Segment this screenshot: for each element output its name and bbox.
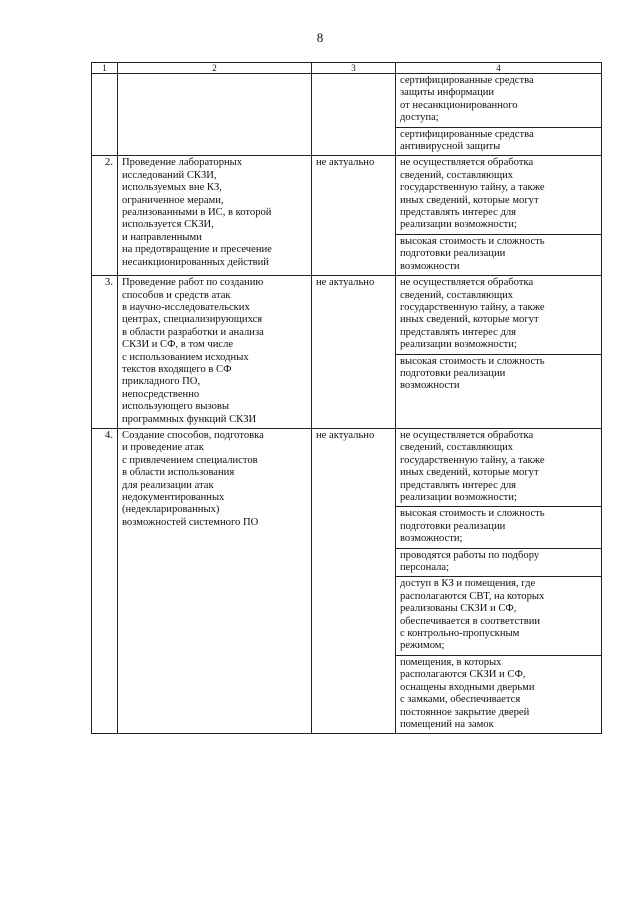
text-line: располагаются СКЗИ и СФ,: [400, 669, 526, 681]
cell-number: [92, 276, 118, 429]
status-text: не актуально: [316, 157, 375, 169]
page-number: 8: [316, 30, 324, 45]
text-line: проводятся работы по подбору: [400, 549, 540, 561]
status-text: не актуально: [316, 429, 375, 441]
text-line: непосредственно: [122, 388, 200, 400]
text-line: и направленными: [122, 231, 202, 243]
reason-paragraph: [396, 576, 601, 654]
cell-threat: [118, 276, 312, 429]
table-row: [92, 428, 602, 733]
text-line: от несанкционированного: [400, 99, 518, 111]
text-line: возможности: [400, 260, 460, 272]
text-line: защиты информации: [400, 87, 495, 99]
text-line: возможности: [400, 380, 460, 392]
reason-paragraph: [396, 234, 601, 275]
cell-number: [92, 428, 118, 733]
cell-reasons: [396, 74, 602, 156]
text-line: на предотвращение и пресечение: [122, 244, 272, 256]
text-line: программных функций СКЗИ: [122, 413, 257, 425]
text-line: постоянное закрытие дверей: [400, 706, 530, 718]
text-line: использующего вызовы: [122, 401, 230, 413]
text-line: подготовки реализации: [400, 248, 506, 260]
text-line: для реализации атак: [122, 479, 214, 491]
threat-description: [118, 156, 311, 271]
text-line: оснащены входными дверьми: [400, 681, 535, 693]
text-line: подготовки реализации: [400, 520, 506, 532]
reason-paragraph: [396, 127, 601, 156]
reason-paragraph: [396, 655, 601, 733]
text-line: располагаются СВТ, на которых: [400, 590, 545, 602]
text-line: с привлечением специалистов: [122, 454, 258, 466]
text-line: и проведение атак: [122, 442, 204, 454]
row-number: 2.: [105, 157, 113, 169]
cell-reasons: [396, 428, 602, 733]
text-line: в области разработки и анализа: [122, 326, 264, 338]
text-line: (недекларированных): [122, 504, 220, 516]
text-line: высокая стоимость и сложность: [400, 355, 545, 367]
text-line: доступ в КЗ и помещения, где: [400, 578, 536, 590]
cell-threat: [118, 74, 312, 156]
text-line: сертифицированные средства: [400, 75, 534, 86]
text-line: исследований СКЗИ,: [122, 169, 217, 181]
text-line: персонала;: [400, 562, 450, 574]
table-header-row: [92, 63, 602, 74]
cell-threat: [118, 428, 312, 733]
threat-description: [118, 429, 311, 531]
reason-paragraph: [396, 548, 601, 577]
text-line: сведений, составляющих: [400, 169, 514, 181]
text-line: иных сведений, которые могут: [400, 314, 539, 326]
header-col-3: 3: [312, 63, 396, 74]
text-line: не осуществляется обработка: [400, 277, 534, 289]
text-line: используемых вне КЗ,: [122, 182, 222, 194]
table-row: [92, 156, 602, 276]
text-line: используется СКЗИ,: [122, 219, 214, 231]
table-row-continuation: [92, 74, 602, 156]
text-line: Проведение лабораторных: [122, 157, 243, 169]
text-line: Проведение работ по созданию: [122, 277, 264, 289]
table-row: [92, 276, 602, 429]
text-line: с контрольно-пропускным: [400, 628, 520, 640]
cell-status: [312, 156, 396, 276]
text-line: иных сведений, которые могут: [400, 194, 539, 206]
text-line: высокая стоимость и сложность: [400, 235, 545, 247]
reason-paragraph: [396, 429, 601, 506]
text-line: представлять интерес для: [400, 207, 517, 219]
text-line: прикладного ПО,: [122, 376, 201, 388]
text-line: способов и средств атак: [122, 289, 231, 301]
cell-status: [312, 276, 396, 429]
cell-status: [312, 74, 396, 156]
text-line: реализации возможности;: [400, 339, 517, 351]
text-line: сведений, составляющих: [400, 442, 514, 454]
status-text: не актуально: [316, 277, 375, 289]
text-line: сертифицированные средства: [400, 128, 534, 140]
text-line: возможностей системного ПО: [122, 516, 259, 528]
text-line: обеспечивается в соответствии: [400, 615, 541, 627]
header-col-1: 1: [92, 63, 118, 74]
cell-number: [92, 156, 118, 276]
threat-description: [118, 276, 311, 428]
text-line: в области использования: [122, 467, 235, 479]
text-line: помещения, в которых: [400, 656, 502, 668]
text-line: государственную тайну, а также: [400, 301, 545, 313]
text-line: подготовки реализации: [400, 367, 506, 379]
cell-threat: [118, 156, 312, 276]
text-line: реализованными в ИС, в которой: [122, 207, 272, 219]
text-line: режимом;: [400, 640, 445, 652]
text-line: сведений, составляющих: [400, 289, 514, 301]
text-line: представлять интерес для: [400, 326, 517, 338]
reason-paragraph: [396, 354, 601, 395]
text-line: представлять интерес для: [400, 479, 517, 491]
text-line: не осуществляется обработка: [400, 429, 534, 441]
reason-paragraph: [396, 276, 601, 353]
text-line: высокая стоимость и сложность: [400, 508, 545, 520]
text-line: в научно-исследовательских: [122, 301, 250, 313]
row-number: 3.: [105, 277, 113, 289]
text-line: реализации возможности;: [400, 492, 517, 503]
text-line: центрах, специализирующихся: [122, 314, 263, 326]
text-line: текстов входящего в СФ: [122, 363, 232, 375]
text-line: государственную тайну, а также: [400, 182, 545, 194]
row-number: 4.: [105, 429, 113, 441]
text-line: реализации возможности;: [400, 219, 517, 231]
cell-status: [312, 428, 396, 733]
text-line: помещений на замок: [400, 718, 494, 730]
header-col-4: 4: [396, 63, 602, 74]
text-line: несанкционированных действий: [122, 256, 269, 268]
text-line: с использованием исходных: [122, 351, 249, 363]
cell-reasons: [396, 156, 602, 276]
text-line: реализованы СКЗИ и СФ,: [400, 603, 517, 615]
cell-reasons: [396, 276, 602, 429]
text-line: недокументированных: [122, 492, 225, 503]
header-col-2: 2: [118, 63, 312, 74]
reason-paragraph: [396, 506, 601, 547]
text-line: иных сведений, которые могут: [400, 467, 539, 479]
text-line: ограниченное мерами,: [122, 194, 224, 206]
reason-paragraph: [396, 156, 601, 233]
cell-number: [92, 74, 118, 156]
text-line: доступа;: [400, 112, 439, 124]
text-line: антивирусной защиты: [400, 141, 501, 153]
reason-paragraph: [396, 74, 601, 127]
threat-table: [91, 62, 602, 734]
text-line: с замками, обеспечивается: [400, 694, 521, 706]
text-line: Создание способов, подготовка: [122, 429, 264, 441]
text-line: возможности;: [400, 533, 463, 545]
text-line: СКЗИ и СФ, в том числе: [122, 339, 234, 351]
text-line: не осуществляется обработка: [400, 157, 534, 169]
text-line: государственную тайну, а также: [400, 454, 545, 466]
